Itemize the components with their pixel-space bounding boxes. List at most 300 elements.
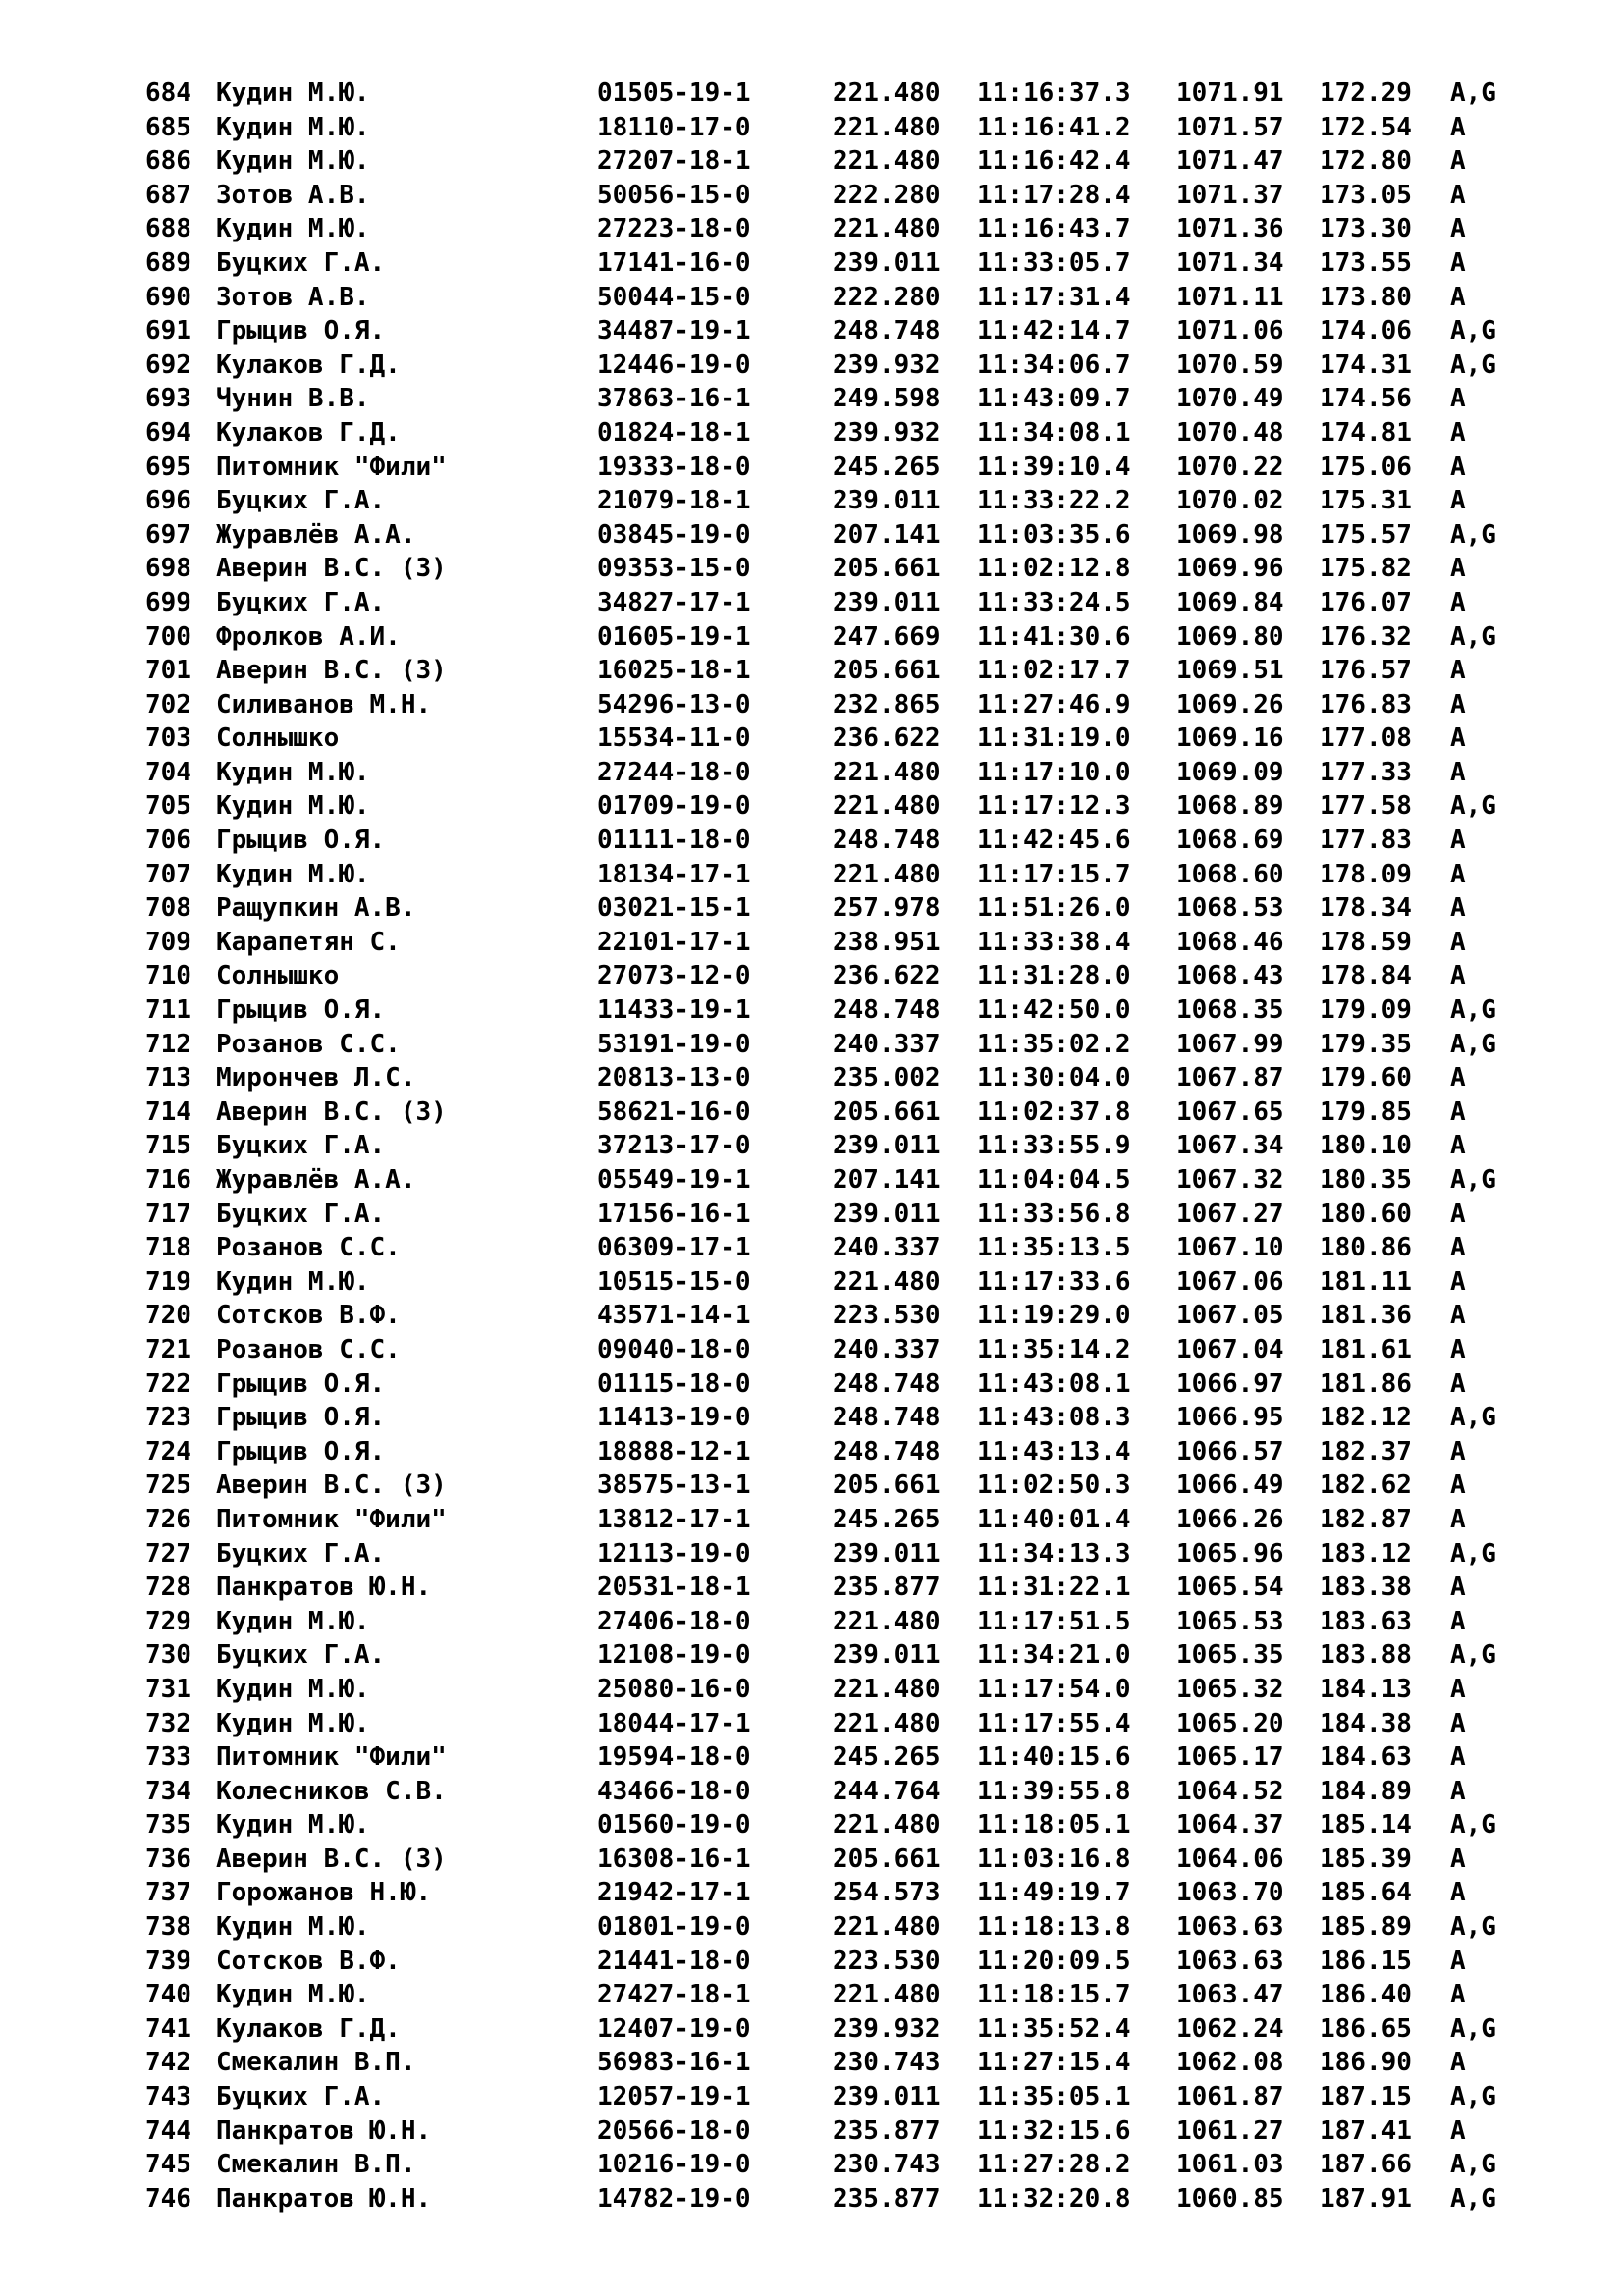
result-row — [0, 1945, 1624, 1979]
flag-value: A,G — [1450, 1912, 1496, 1943]
coefficient-value: 187.66 — [1320, 2150, 1412, 2180]
fancier-name: Фролков А.И. — [216, 621, 401, 652]
flag-value: A,G — [1450, 519, 1496, 550]
fancier-name: Кудин М.Ю. — [216, 1980, 370, 2010]
distance-value: 248.748 — [833, 1368, 941, 1399]
flag-value: A — [1450, 282, 1466, 312]
place-number: 708 — [145, 893, 191, 924]
speed-value: 1066.57 — [1176, 1436, 1284, 1467]
result-row — [0, 1842, 1624, 1877]
coefficient-value: 185.14 — [1320, 1810, 1412, 1841]
result-row — [0, 1299, 1624, 1333]
result-row — [0, 1638, 1624, 1673]
distance-value: 223.530 — [833, 1946, 941, 1976]
place-number: 742 — [145, 2048, 191, 2078]
arrival-time: 11:17:12.3 — [977, 791, 1131, 822]
distance-value: 239.011 — [833, 1199, 941, 1229]
coefficient-value: 183.63 — [1320, 1606, 1412, 1636]
flag-value: A,G — [1450, 621, 1496, 652]
distance-value: 205.661 — [833, 656, 941, 686]
ring-number: 14782-19-0 — [597, 2183, 751, 2214]
speed-value: 1065.54 — [1176, 1573, 1284, 1603]
arrival-time: 11:40:15.6 — [977, 1742, 1131, 1773]
ring-number: 25080-16-0 — [597, 1674, 751, 1704]
ring-number: 01824-18-1 — [597, 417, 751, 448]
speed-value: 1063.47 — [1176, 1980, 1284, 2010]
distance-value: 221.480 — [833, 79, 941, 108]
coefficient-value: 182.62 — [1320, 1470, 1412, 1501]
speed-value: 1069.51 — [1176, 656, 1284, 686]
speed-value: 1065.53 — [1176, 1606, 1284, 1636]
result-row — [0, 111, 1624, 145]
result-row — [0, 348, 1624, 383]
result-row — [0, 1978, 1624, 2012]
place-number: 741 — [145, 2013, 191, 2044]
result-row — [0, 586, 1624, 620]
ring-number: 18888-12-1 — [597, 1436, 751, 1467]
result-row — [0, 77, 1624, 111]
arrival-time: 11:51:26.0 — [977, 893, 1131, 924]
distance-value: 221.480 — [833, 1708, 941, 1738]
result-row — [0, 756, 1624, 790]
speed-value: 1062.08 — [1176, 2048, 1284, 2078]
distance-value: 230.743 — [833, 2048, 941, 2078]
results-list — [0, 77, 1624, 2216]
speed-value: 1067.65 — [1176, 1096, 1284, 1127]
result-row — [0, 1503, 1624, 1537]
arrival-time: 11:33:22.2 — [977, 486, 1131, 516]
coefficient-value: 179.35 — [1320, 1029, 1412, 1059]
place-number: 696 — [145, 486, 191, 516]
coefficient-value: 172.29 — [1320, 79, 1412, 108]
arrival-time: 11:27:15.4 — [977, 2048, 1131, 2078]
ring-number: 20531-18-1 — [597, 1573, 751, 1603]
coefficient-value: 183.38 — [1320, 1573, 1412, 1603]
fancier-name: Розанов С.С. — [216, 1334, 401, 1364]
fancier-name: Розанов С.С. — [216, 1233, 401, 1263]
speed-value: 1071.06 — [1176, 316, 1284, 347]
place-number: 717 — [145, 1199, 191, 1229]
ring-number: 01801-19-0 — [597, 1912, 751, 1943]
coefficient-value: 182.87 — [1320, 1504, 1412, 1534]
distance-value: 221.480 — [833, 1912, 941, 1943]
speed-value: 1068.60 — [1176, 859, 1284, 889]
coefficient-value: 178.09 — [1320, 859, 1412, 889]
result-row — [0, 1367, 1624, 1402]
result-row — [0, 721, 1624, 756]
ring-number: 53191-19-0 — [597, 1029, 751, 1059]
coefficient-value: 177.58 — [1320, 791, 1412, 822]
distance-value: 248.748 — [833, 1436, 941, 1467]
speed-value: 1070.02 — [1176, 486, 1284, 516]
speed-value: 1071.91 — [1176, 79, 1284, 108]
arrival-time: 11:17:54.0 — [977, 1674, 1131, 1704]
coefficient-value: 175.06 — [1320, 452, 1412, 482]
arrival-time: 11:35:14.2 — [977, 1334, 1131, 1364]
ring-number: 09040-18-0 — [597, 1334, 751, 1364]
coefficient-value: 175.82 — [1320, 554, 1412, 584]
ring-number: 15534-11-0 — [597, 723, 751, 754]
fancier-name: Буцких Г.А. — [216, 1199, 386, 1229]
fancier-name: Кудин М.Ю. — [216, 859, 370, 889]
fancier-name: Буцких Г.А. — [216, 247, 386, 278]
flag-value: A — [1450, 1606, 1466, 1636]
speed-value: 1068.69 — [1176, 826, 1284, 856]
flag-value: A — [1450, 656, 1466, 686]
result-row — [0, 314, 1624, 348]
fancier-name: Буцких Г.А. — [216, 1640, 386, 1671]
fancier-name: Буцких Г.А. — [216, 2082, 386, 2112]
fancier-name: Чунин В.В. — [216, 384, 370, 414]
coefficient-value: 181.11 — [1320, 1266, 1412, 1297]
flag-value: A — [1450, 1708, 1466, 1738]
flag-value: A — [1450, 689, 1466, 720]
arrival-time: 11:35:13.5 — [977, 1233, 1131, 1263]
flag-value: A — [1450, 826, 1466, 856]
speed-value: 1071.34 — [1176, 247, 1284, 278]
ring-number: 19594-18-0 — [597, 1742, 751, 1773]
result-row — [0, 1198, 1624, 1232]
coefficient-value: 174.06 — [1320, 316, 1412, 347]
distance-value: 205.661 — [833, 1470, 941, 1501]
fancier-name: Кудин М.Ю. — [216, 214, 370, 244]
distance-value: 235.877 — [833, 1573, 941, 1603]
speed-value: 1068.35 — [1176, 995, 1284, 1026]
distance-value: 221.480 — [833, 1980, 941, 2010]
ring-number: 01111-18-0 — [597, 826, 751, 856]
place-number: 732 — [145, 1708, 191, 1738]
coefficient-value: 185.39 — [1320, 1843, 1412, 1874]
ring-number: 27207-18-1 — [597, 146, 751, 177]
flag-value: A — [1450, 1266, 1466, 1297]
place-number: 706 — [145, 826, 191, 856]
coefficient-value: 183.88 — [1320, 1640, 1412, 1671]
coefficient-value: 174.31 — [1320, 349, 1412, 380]
coefficient-value: 179.85 — [1320, 1096, 1412, 1127]
ring-number: 20566-18-0 — [597, 2115, 751, 2146]
distance-value: 239.011 — [833, 1538, 941, 1569]
place-number: 729 — [145, 1606, 191, 1636]
flag-value: A — [1450, 452, 1466, 482]
fancier-name: Грыцив О.Я. — [216, 1436, 386, 1467]
distance-value: 221.480 — [833, 1810, 941, 1841]
place-number: 689 — [145, 247, 191, 278]
flag-value: A — [1450, 961, 1466, 991]
flag-value: A,G — [1450, 995, 1496, 1026]
speed-value: 1069.09 — [1176, 757, 1284, 787]
flag-value: A — [1450, 1504, 1466, 1534]
place-number: 735 — [145, 1810, 191, 1841]
coefficient-value: 174.81 — [1320, 417, 1412, 448]
fancier-name: Карапетян С. — [216, 927, 401, 957]
speed-value: 1066.97 — [1176, 1368, 1284, 1399]
result-row — [0, 1163, 1624, 1198]
fancier-name: Кудин М.Ю. — [216, 1708, 370, 1738]
fancier-name: Питомник "Фили" — [216, 452, 447, 482]
coefficient-value: 176.07 — [1320, 587, 1412, 617]
flag-value: A — [1450, 1096, 1466, 1127]
ring-number: 01115-18-0 — [597, 1368, 751, 1399]
coefficient-value: 184.13 — [1320, 1674, 1412, 1704]
ring-number: 37863-16-1 — [597, 384, 751, 414]
speed-value: 1068.53 — [1176, 893, 1284, 924]
place-number: 711 — [145, 995, 191, 1026]
speed-value: 1068.43 — [1176, 961, 1284, 991]
result-row — [0, 144, 1624, 179]
result-row — [0, 1468, 1624, 1503]
arrival-time: 11:20:09.5 — [977, 1946, 1131, 1976]
place-number: 712 — [145, 1029, 191, 1059]
coefficient-value: 172.80 — [1320, 146, 1412, 177]
coefficient-value: 176.57 — [1320, 656, 1412, 686]
place-number: 734 — [145, 1776, 191, 1806]
coefficient-value: 180.35 — [1320, 1165, 1412, 1195]
speed-value: 1061.27 — [1176, 2115, 1284, 2146]
distance-value: 230.743 — [833, 2150, 941, 2180]
speed-value: 1063.63 — [1176, 1912, 1284, 1943]
place-number: 733 — [145, 1742, 191, 1773]
place-number: 725 — [145, 1470, 191, 1501]
speed-value: 1063.63 — [1176, 1946, 1284, 1976]
fancier-name: Буцких Г.А. — [216, 587, 386, 617]
place-number: 724 — [145, 1436, 191, 1467]
flag-value: A — [1450, 1742, 1466, 1773]
fancier-name: Зотов А.В. — [216, 180, 370, 210]
coefficient-value: 180.10 — [1320, 1131, 1412, 1161]
speed-value: 1065.35 — [1176, 1640, 1284, 1671]
coefficient-value: 180.60 — [1320, 1199, 1412, 1229]
distance-value: 222.280 — [833, 282, 941, 312]
flag-value: A — [1450, 146, 1466, 177]
speed-value: 1066.95 — [1176, 1403, 1284, 1433]
result-row — [0, 484, 1624, 518]
result-row — [0, 620, 1624, 655]
arrival-time: 11:18:05.1 — [977, 1810, 1131, 1841]
speed-value: 1068.89 — [1176, 791, 1284, 822]
arrival-time: 11:17:55.4 — [977, 1708, 1131, 1738]
speed-value: 1071.11 — [1176, 282, 1284, 312]
distance-value: 240.337 — [833, 1029, 941, 1059]
arrival-time: 11:35:05.1 — [977, 2082, 1131, 2112]
arrival-time: 11:33:05.7 — [977, 247, 1131, 278]
result-row — [0, 858, 1624, 892]
fancier-name: Солнышко — [216, 723, 340, 754]
ring-number: 27244-18-0 — [597, 757, 751, 787]
ring-number: 18110-17-0 — [597, 112, 751, 142]
result-row — [0, 789, 1624, 824]
place-number: 697 — [145, 519, 191, 550]
result-row — [0, 2012, 1624, 2047]
arrival-time: 11:16:41.2 — [977, 112, 1131, 142]
place-number: 684 — [145, 79, 191, 108]
arrival-time: 11:33:56.8 — [977, 1199, 1131, 1229]
ring-number: 18044-17-1 — [597, 1708, 751, 1738]
arrival-time: 11:34:21.0 — [977, 1640, 1131, 1671]
coefficient-value: 185.89 — [1320, 1912, 1412, 1943]
place-number: 694 — [145, 417, 191, 448]
arrival-time: 11:27:28.2 — [977, 2150, 1131, 2180]
result-row — [0, 2080, 1624, 2114]
distance-value: 235.877 — [833, 2115, 941, 2146]
flag-value: A — [1450, 587, 1466, 617]
place-number: 738 — [145, 1912, 191, 1943]
result-row — [0, 926, 1624, 960]
result-row — [0, 1095, 1624, 1130]
fancier-name: Журавлёв А.А. — [216, 1165, 416, 1195]
place-number: 702 — [145, 689, 191, 720]
speed-value: 1069.98 — [1176, 519, 1284, 550]
flag-value: A — [1450, 723, 1466, 754]
flag-value: A — [1450, 112, 1466, 142]
place-number: 714 — [145, 1096, 191, 1127]
coefficient-value: 183.12 — [1320, 1538, 1412, 1569]
speed-value: 1068.46 — [1176, 927, 1284, 957]
distance-value: 247.669 — [833, 621, 941, 652]
fancier-name: Грыцив О.Я. — [216, 1403, 386, 1433]
distance-value: 221.480 — [833, 859, 941, 889]
fancier-name: Силиванов М.Н. — [216, 689, 432, 720]
speed-value: 1062.24 — [1176, 2013, 1284, 2044]
result-row — [0, 552, 1624, 586]
speed-value: 1066.26 — [1176, 1504, 1284, 1534]
distance-value: 240.337 — [833, 1334, 941, 1364]
arrival-time: 11:43:08.1 — [977, 1368, 1131, 1399]
coefficient-value: 187.91 — [1320, 2183, 1412, 2214]
fancier-name: Панкратов Ю.Н. — [216, 2115, 432, 2146]
speed-value: 1071.37 — [1176, 180, 1284, 210]
result-row — [0, 1537, 1624, 1572]
flag-value: A — [1450, 1063, 1466, 1094]
place-number: 701 — [145, 656, 191, 686]
arrival-time: 11:43:09.7 — [977, 384, 1131, 414]
place-number: 728 — [145, 1573, 191, 1603]
fancier-name: Буцких Г.А. — [216, 1538, 386, 1569]
result-row — [0, 688, 1624, 722]
result-row — [0, 891, 1624, 926]
ring-number: 27427-18-1 — [597, 1980, 751, 2010]
place-number: 720 — [145, 1301, 191, 1331]
result-row — [0, 1028, 1624, 1062]
speed-value: 1067.32 — [1176, 1165, 1284, 1195]
ring-number: 12446-19-0 — [597, 349, 751, 380]
coefficient-value: 175.57 — [1320, 519, 1412, 550]
fancier-name: Кудин М.Ю. — [216, 1810, 370, 1841]
speed-value: 1067.34 — [1176, 1131, 1284, 1161]
place-number: 715 — [145, 1131, 191, 1161]
result-row — [0, 1231, 1624, 1265]
speed-value: 1070.49 — [1176, 384, 1284, 414]
speed-value: 1067.06 — [1176, 1266, 1284, 1297]
ring-number: 50056-15-0 — [597, 180, 751, 210]
speed-value: 1060.85 — [1176, 2183, 1284, 2214]
arrival-time: 11:16:37.3 — [977, 79, 1131, 108]
arrival-time: 11:49:19.7 — [977, 1878, 1131, 1908]
coefficient-value: 186.90 — [1320, 2048, 1412, 2078]
place-number: 687 — [145, 180, 191, 210]
coefficient-value: 182.37 — [1320, 1436, 1412, 1467]
flag-value: A — [1450, 417, 1466, 448]
distance-value: 205.661 — [833, 1096, 941, 1127]
speed-value: 1069.16 — [1176, 723, 1284, 754]
flag-value: A,G — [1450, 1538, 1496, 1569]
arrival-time: 11:02:12.8 — [977, 554, 1131, 584]
flag-value: A — [1450, 1470, 1466, 1501]
distance-value: 240.337 — [833, 1233, 941, 1263]
place-number: 716 — [145, 1165, 191, 1195]
distance-value: 254.573 — [833, 1878, 941, 1908]
coefficient-value: 178.59 — [1320, 927, 1412, 957]
flag-value: A,G — [1450, 316, 1496, 347]
flag-value: A,G — [1450, 1640, 1496, 1671]
speed-value: 1067.10 — [1176, 1233, 1284, 1263]
distance-value: 248.748 — [833, 1403, 941, 1433]
coefficient-value: 184.38 — [1320, 1708, 1412, 1738]
arrival-time: 11:18:13.8 — [977, 1912, 1131, 1943]
result-row — [0, 1876, 1624, 1910]
fancier-name: Грыцив О.Я. — [216, 1368, 386, 1399]
coefficient-value: 177.08 — [1320, 723, 1412, 754]
flag-value: A — [1450, 1946, 1466, 1976]
arrival-time: 11:18:15.7 — [977, 1980, 1131, 2010]
arrival-time: 11:33:55.9 — [977, 1131, 1131, 1161]
fancier-name: Панкратов Ю.Н. — [216, 2183, 432, 2214]
ring-number: 01560-19-0 — [597, 1810, 751, 1841]
ring-number: 21079-18-1 — [597, 486, 751, 516]
flag-value: A,G — [1450, 1810, 1496, 1841]
speed-value: 1064.37 — [1176, 1810, 1284, 1841]
flag-value: A — [1450, 757, 1466, 787]
distance-value: 221.480 — [833, 1606, 941, 1636]
arrival-time: 11:17:28.4 — [977, 180, 1131, 210]
arrival-time: 11:34:08.1 — [977, 417, 1131, 448]
flag-value: A,G — [1450, 349, 1496, 380]
arrival-time: 11:17:10.0 — [977, 757, 1131, 787]
flag-value: A — [1450, 859, 1466, 889]
coefficient-value: 187.15 — [1320, 2082, 1412, 2112]
flag-value: A — [1450, 1131, 1466, 1161]
arrival-time: 11:34:13.3 — [977, 1538, 1131, 1569]
fancier-name: Зотов А.В. — [216, 282, 370, 312]
ring-number: 27073-12-0 — [597, 961, 751, 991]
distance-value: 221.480 — [833, 1266, 941, 1297]
speed-value: 1071.57 — [1176, 112, 1284, 142]
arrival-time: 11:17:33.6 — [977, 1266, 1131, 1297]
ring-number: 17156-16-1 — [597, 1199, 751, 1229]
speed-value: 1070.48 — [1176, 417, 1284, 448]
distance-value: 236.622 — [833, 961, 941, 991]
ring-number: 16308-16-1 — [597, 1843, 751, 1874]
ring-number: 56983-16-1 — [597, 2048, 751, 2078]
arrival-time: 11:17:15.7 — [977, 859, 1131, 889]
fancier-name: Аверин В.С. (З) — [216, 1470, 447, 1501]
result-row — [0, 1910, 1624, 1945]
place-number: 745 — [145, 2150, 191, 2180]
flag-value: A,G — [1450, 1029, 1496, 1059]
speed-value: 1065.17 — [1176, 1742, 1284, 1773]
result-row — [0, 416, 1624, 451]
arrival-time: 11:32:20.8 — [977, 2183, 1131, 2214]
place-number: 727 — [145, 1538, 191, 1569]
speed-value: 1066.49 — [1176, 1470, 1284, 1501]
fancier-name: Кудин М.Ю. — [216, 1266, 370, 1297]
place-number: 722 — [145, 1368, 191, 1399]
place-number: 743 — [145, 2082, 191, 2112]
result-row — [0, 451, 1624, 485]
place-number: 713 — [145, 1063, 191, 1094]
place-number: 699 — [145, 587, 191, 617]
flag-value: A — [1450, 180, 1466, 210]
coefficient-value: 184.63 — [1320, 1742, 1412, 1773]
